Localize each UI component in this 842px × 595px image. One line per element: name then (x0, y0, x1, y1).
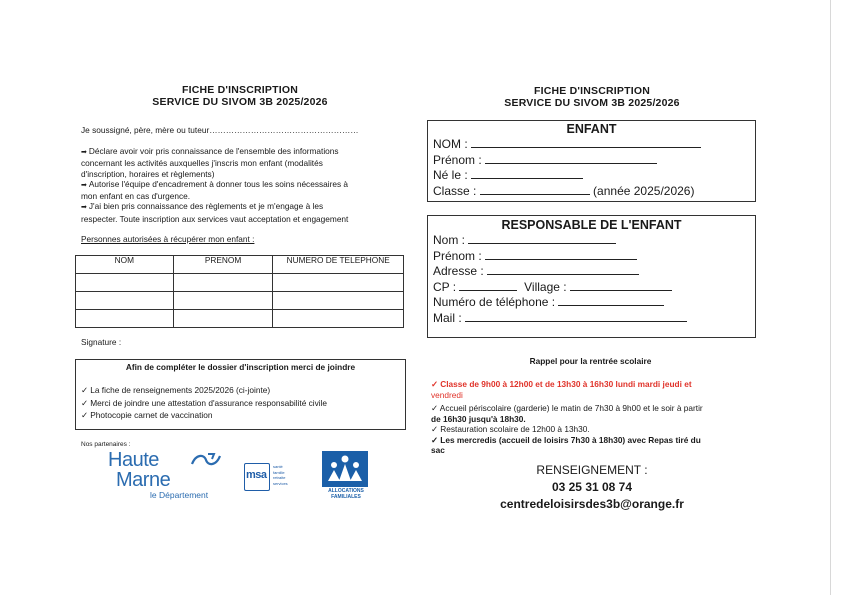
rappel-item-1: ✓ Accueil périscolaire (garderie) le matin de 7h30 à 9h00 et le soir à partir (431, 403, 703, 413)
enfant-classe-label: Classe : (433, 183, 477, 198)
caf-family-icon (322, 451, 368, 487)
enfant-prenom-label: Prénom : (433, 152, 482, 167)
resp-mail-row (433, 311, 755, 327)
haute-marne-logo (108, 450, 233, 502)
resp-tel-field[interactable] (558, 295, 664, 306)
logo-hm-line3: le Département (150, 490, 209, 500)
signature-label: Signature : (81, 337, 122, 347)
left-title (140, 84, 340, 108)
decl3-line2: respecter. Toute inscription aux services vaut acceptation et engagement (81, 213, 349, 224)
resp-village-label: Village : (524, 279, 567, 294)
rappel-red-line2: vendredi (431, 389, 463, 400)
resp-mail-label: Mail : (433, 310, 462, 325)
caf-line2: FAMILIALES (331, 494, 361, 500)
completer-item-3: ✓ Photocopie carnet de vaccination (81, 410, 213, 421)
contact-phone: 03 25 31 08 74 (551, 480, 633, 494)
table-cell[interactable] (173, 292, 273, 310)
resp-prenom-field[interactable] (485, 249, 637, 260)
table-cell[interactable] (76, 292, 174, 310)
completer-title: Afin de compléter le dossier d'inscription merci de joindre (125, 362, 356, 372)
responsable-box (427, 215, 756, 338)
resp-adresse-label: Adresse : (433, 264, 484, 278)
table-header-row (76, 256, 404, 274)
msa-text: msa (246, 469, 267, 481)
decl1-line2: concernant les activités auxquelles j'inscris mon enfant (modalités (81, 158, 323, 169)
resp-tel-row (433, 295, 755, 311)
caf-text (318, 488, 374, 500)
logo-hm-line1: Haute (108, 449, 159, 471)
resp-mail-field[interactable] (465, 311, 687, 322)
completer-item-2: ✓ Merci de joindre une attestation d'assurance responsabilité civile (81, 397, 328, 408)
enfant-nele-field[interactable] (471, 168, 583, 179)
contact-email[interactable]: centredeloisirsdes3b@orange.fr (500, 497, 684, 511)
enfant-nom-row (433, 137, 755, 153)
soussigne-line: Je soussigné, père, mère ou tuteur……………………………………………… (81, 125, 359, 135)
msa-logo (244, 463, 306, 493)
table-cell[interactable] (273, 310, 404, 328)
resp-cp-field[interactable] (459, 280, 517, 291)
enfant-classe-field[interactable] (480, 184, 590, 195)
scan-edge (830, 0, 831, 595)
msa-sub-3: retraite (273, 475, 286, 480)
haute-marne-swirl-icon (188, 450, 224, 472)
renseignement-title: RENSEIGNEMENT : (536, 463, 648, 477)
msa-sub-2: famille (273, 469, 285, 475)
resp-nom-label: Nom : (433, 233, 466, 247)
resp-cp-label: CP : (433, 279, 457, 294)
enfant-box (427, 120, 756, 202)
caf-logo (318, 451, 374, 501)
header-telephone: NUMERO DE TELEPHONE (273, 256, 404, 274)
table-cell[interactable] (273, 292, 404, 310)
table-cell[interactable] (173, 274, 273, 292)
rappel-list (431, 379, 761, 456)
responsable-title: RESPONSABLE DE L'ENFANT (501, 218, 682, 232)
authorized-label: Personnes autorisées à récupérer mon enfant : (81, 234, 255, 244)
table-row (76, 274, 404, 292)
msa-subtext (273, 464, 288, 486)
rappel-red-line1: ✓ Classe de 9h00 à 12h00 et de 13h30 à 16h30 lundi mardi jeudi et (431, 379, 692, 389)
resp-nom-field[interactable] (468, 233, 616, 244)
enfant-classe-row (433, 184, 755, 200)
resp-nom-row (433, 233, 755, 249)
rappel-item-3: ✓ Restauration scolaire de 12h00 à 13h30. (431, 424, 590, 434)
table-row (76, 310, 404, 328)
header-prenom: PRENOM (173, 256, 273, 274)
renseignement-block (462, 462, 722, 513)
logo-hm-line2: Marne (116, 469, 171, 491)
rappel-title: Rappel pour la rentrée scolaire (529, 356, 652, 366)
left-title-line2: SERVICE DU SIVOM 3B 2025/2026 (152, 96, 328, 108)
resp-cp-row (433, 280, 755, 296)
table-cell[interactable] (173, 310, 273, 328)
enfant-nele-row (433, 168, 755, 184)
enfant-prenom-row (433, 153, 755, 169)
caf-line1: ALLOCATIONS (328, 488, 364, 494)
resp-village-field[interactable] (570, 280, 672, 291)
enfant-prenom-field[interactable] (485, 153, 657, 164)
right-title (492, 85, 692, 109)
partners-label: Nos partenaires : (81, 441, 131, 448)
table-cell[interactable] (76, 310, 174, 328)
decl3-line1: ➡ J'ai bien pris connaissance des règlements et je m'engage à les (81, 201, 401, 213)
resp-prenom-row (433, 249, 755, 265)
decl1-line1: ➡ Déclare avoir voir pris connaissance de l'ensemble des informations (81, 146, 401, 158)
right-title-line2: SERVICE DU SIVOM 3B 2025/2026 (504, 97, 680, 109)
authorized-table (75, 255, 404, 328)
decl1-line3: d'inscription, horaires et règlements) (81, 168, 215, 179)
decl2-line1: ➡ Autorise l'équipe d'encadrement à donner tous les soins nécessaires à (81, 179, 401, 191)
resp-adresse-row (433, 264, 755, 280)
msa-sub-4: services (273, 480, 288, 486)
enfant-nele-label: Né le : (433, 168, 468, 182)
enfant-nom-field[interactable] (471, 137, 701, 148)
table-cell[interactable] (273, 274, 404, 292)
rappel-item-4: ✓ Les mercredis (accueil de loisirs 7h30 à 18h30) avec Repas tiré du (431, 434, 701, 445)
enfant-title: ENFANT (566, 122, 617, 136)
decl2-line2: mon enfant en cas d'urgence. (81, 191, 191, 202)
declarations (81, 146, 401, 224)
enfant-nom-label: NOM : (433, 137, 468, 151)
completer-item-1: ✓ La fiche de renseignements 2025/2026 (ci-jointe) (81, 385, 271, 396)
resp-tel-label: Numéro de téléphone : (433, 295, 556, 309)
right-title-line1: FICHE D'INSCRIPTION (534, 85, 650, 97)
rappel-item-5: sac (431, 445, 445, 455)
resp-prenom-label: Prénom : (433, 248, 482, 263)
rappel-item-2: de 16h30 jusqu'à 18h30. (431, 413, 526, 424)
resp-adresse-field[interactable] (487, 264, 639, 275)
completer-box (75, 359, 406, 430)
msa-sub-1: santé (273, 464, 283, 469)
header-nom: NOM (76, 256, 174, 274)
table-row (76, 292, 404, 310)
enfant-annee-text: (année 2025/2026) (593, 183, 695, 198)
left-title-line1: FICHE D'INSCRIPTION (182, 84, 298, 96)
table-cell[interactable] (76, 274, 174, 292)
